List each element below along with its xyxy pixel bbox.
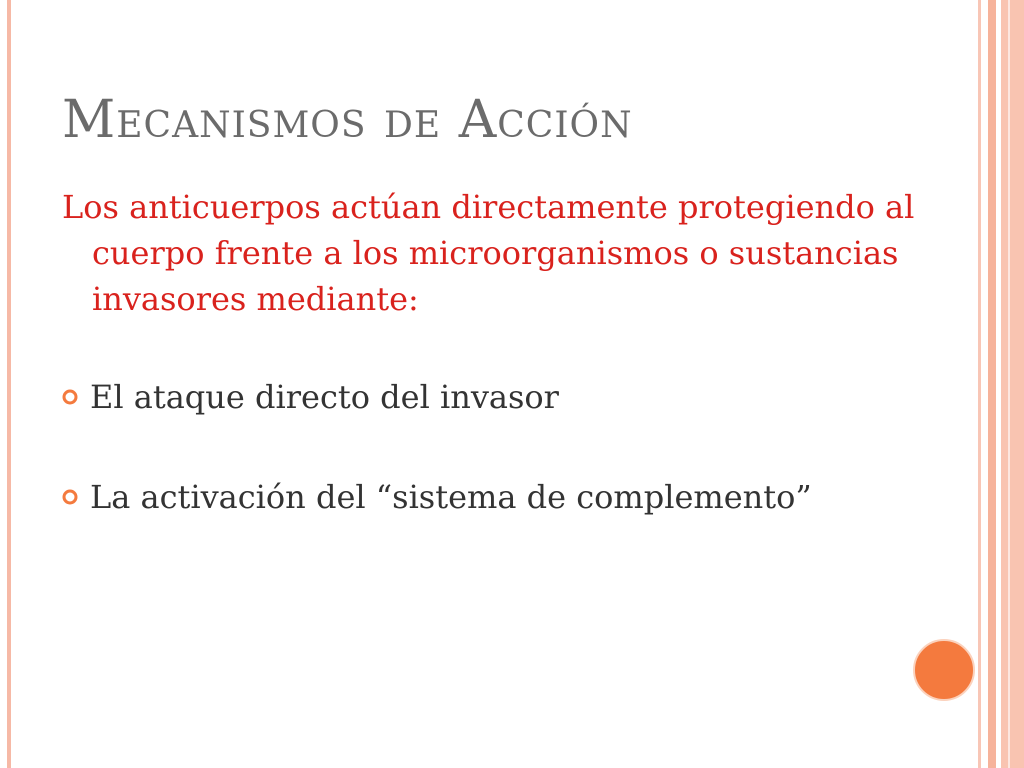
slide-title: Mecanismos de Acción xyxy=(62,90,633,150)
bullet-label: El ataque directo del invasor xyxy=(90,378,559,416)
bullet-item-complement-activation xyxy=(62,474,962,520)
right-border-band xyxy=(1001,0,1024,768)
bullet-label: La activación del “sistema de complemento” xyxy=(90,478,812,516)
intro-paragraph: Los anticuerpos actúan directamente protegiendo al cuerpo frente a los microorganismos o sustancias invasores mediante: xyxy=(62,188,915,318)
right-border-line-medium xyxy=(988,0,996,768)
ring-bullet-icon xyxy=(62,389,78,405)
bullet-list xyxy=(62,374,962,574)
ring-bullet-icon xyxy=(62,489,78,505)
bullet-item-direct-attack xyxy=(62,374,962,420)
circle-decor-icon xyxy=(913,639,975,701)
left-border-line xyxy=(7,0,11,768)
right-border-line-thin xyxy=(978,0,981,768)
right-border-highlight xyxy=(1008,0,1010,768)
